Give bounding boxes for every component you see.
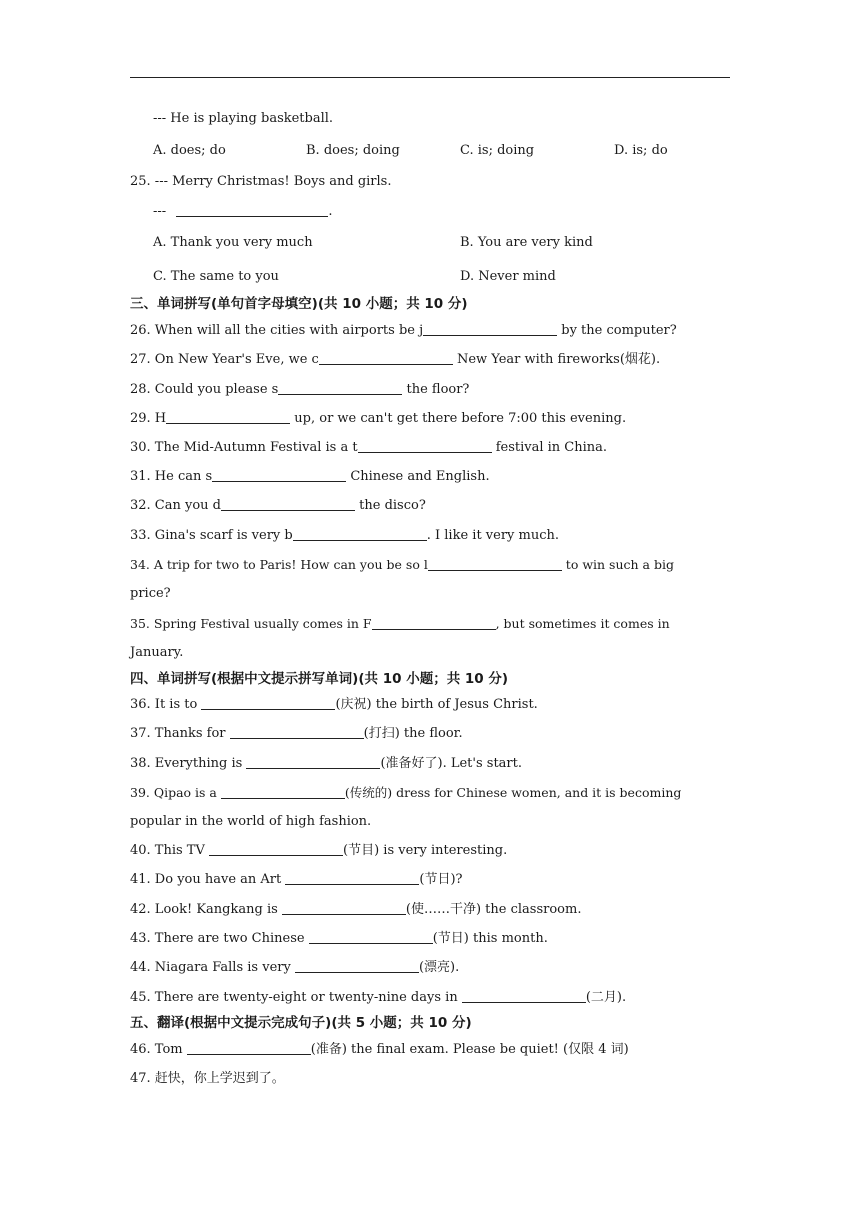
q27-text-after: New Year with fireworks(烟花). — [452, 352, 661, 367]
q36-blank[interactable] — [201, 697, 335, 710]
q28-text-after: the floor? — [402, 382, 470, 397]
q47: 47. 赶快，你上学迟到了。 — [130, 1071, 285, 1086]
q27-blank[interactable] — [319, 352, 453, 365]
q32-blank[interactable] — [221, 498, 355, 511]
q33-blank[interactable] — [293, 528, 427, 541]
q38 — [130, 756, 730, 772]
q39-continued: popular in the world of high fashion. — [130, 814, 372, 829]
q31 — [130, 469, 730, 485]
q30-text-after: festival in China. — [491, 440, 608, 455]
q26-text-before: 26. When will all the cities with airports be j — [130, 323, 424, 338]
q24-option-a: A. does; do — [153, 143, 226, 158]
q39-blank[interactable] — [221, 786, 345, 799]
q45-text-before: 45. There are twenty-eight or twenty-nine days in — [130, 990, 462, 1005]
q43-text-after: (节日) this month. — [432, 931, 548, 946]
q25-option-c: C. The same to you — [153, 269, 279, 284]
q42-blank[interactable] — [282, 902, 406, 915]
q44-text-before: 44. Niagara Falls is very — [130, 960, 295, 975]
q25-option-d: D. Never mind — [460, 269, 556, 284]
q37-text-before: 37. Thanks for — [130, 726, 230, 741]
q35-continued: January. — [130, 645, 184, 660]
q36 — [130, 697, 730, 713]
q34-text-after: to win such a big — [561, 557, 674, 572]
q39 — [130, 785, 730, 801]
q27 — [130, 352, 730, 368]
section4-title: 四、单词拼写(根据中文提示拼写单词)(共 10 小题；共 10 分) — [130, 671, 509, 687]
q46-text-before: 46. Tom — [130, 1042, 187, 1057]
q34-blank[interactable] — [428, 558, 562, 571]
q24-option-d: D. is; do — [614, 143, 668, 158]
q41-blank[interactable] — [285, 872, 419, 885]
q44-text-after: (漂亮). — [418, 960, 460, 975]
q44 — [130, 960, 730, 976]
q41-text-after: (节日)? — [419, 872, 463, 887]
q44-blank[interactable] — [295, 960, 419, 973]
q35 — [130, 616, 730, 632]
q24-option-b: B. does; doing — [306, 143, 400, 158]
q43-blank[interactable] — [309, 931, 433, 944]
q25-reply-suffix: . — [328, 204, 333, 219]
q46-blank[interactable] — [187, 1042, 311, 1055]
q32-text-after: the disco? — [355, 498, 426, 513]
q25-option-b: B. You are very kind — [460, 235, 593, 250]
q34-text-before: 34. A trip for two to Paris! How can you be so l — [130, 557, 428, 572]
q37-text-after: (打扫) the floor. — [363, 726, 463, 741]
q38-blank[interactable] — [246, 756, 380, 769]
q29 — [130, 411, 730, 427]
q34 — [130, 557, 730, 573]
q41 — [130, 872, 730, 888]
q35-text-before: 35. Spring Festival usually comes in F — [130, 616, 372, 631]
q28-blank[interactable] — [278, 382, 402, 395]
q35-text-after: , but sometimes it comes in — [495, 616, 670, 631]
q29-text-before: 29. H — [130, 411, 167, 426]
q36-text-before: 36. It is to — [130, 697, 202, 712]
q40 — [130, 843, 730, 859]
q46-text-after: (准备) the final exam. Please be quiet! (仅限 4 词) — [310, 1042, 629, 1057]
q43 — [130, 931, 730, 947]
q42 — [130, 902, 730, 918]
q32 — [130, 498, 730, 514]
section5-title: 五、翻译(根据中文提示完成句子)(共 5 小题；共 10 分) — [130, 1015, 472, 1031]
q27-text-before: 27. On New Year's Eve, we c — [130, 352, 319, 367]
q45-blank[interactable] — [462, 990, 586, 1003]
section3-title: 三、单词拼写(单句首字母填空)(共 10 小题；共 10 分) — [130, 296, 468, 312]
q40-text-after: (节目) is very interesting. — [343, 843, 508, 858]
q24-option-c: C. is; doing — [460, 143, 535, 158]
q42-text-before: 42. Look! Kangkang is — [130, 902, 282, 917]
header-rule — [130, 77, 730, 78]
q25-question: 25. --- Merry Christmas! Boys and girls. — [130, 174, 392, 189]
q30-blank[interactable] — [358, 440, 492, 453]
q26-blank[interactable] — [423, 323, 557, 336]
q39-text-after: (传统的) dress for Chinese women, and it is becoming — [344, 785, 682, 800]
q31-text-before: 31. He can s — [130, 469, 213, 484]
q42-text-after: (使……干净) the classroom. — [405, 902, 582, 917]
q37 — [130, 726, 730, 742]
q38-text-before: 38. Everything is — [130, 756, 247, 771]
q25-answer-blank[interactable] — [176, 204, 328, 217]
q45-text-after: (二月). — [585, 990, 627, 1005]
q25-reply — [153, 204, 753, 220]
q33-text-after: . I like it very much. — [426, 528, 560, 543]
q33-text-before: 33. Gina's scarf is very b — [130, 528, 293, 543]
q36-text-after: (庆祝) the birth of Jesus Christ. — [335, 697, 538, 712]
q32-text-before: 32. Can you d — [130, 498, 222, 513]
q24-answer-line: --- He is playing basketball. — [153, 111, 334, 126]
q31-blank[interactable] — [212, 469, 346, 482]
q28-text-before: 28. Could you please s — [130, 382, 279, 397]
q46 — [130, 1042, 730, 1058]
q41-text-before: 41. Do you have an Art — [130, 872, 286, 887]
q40-blank[interactable] — [209, 843, 343, 856]
q29-blank[interactable] — [166, 411, 290, 424]
q34-continued: price? — [130, 586, 171, 601]
q39-text-before: 39. Qipao is a — [130, 785, 221, 800]
q38-text-after: (准备好了). Let's start. — [380, 756, 522, 771]
q28 — [130, 382, 730, 398]
q45 — [130, 990, 730, 1006]
q26 — [130, 323, 730, 339]
q30-text-before: 30. The Mid-Autumn Festival is a t — [130, 440, 358, 455]
q25-option-a: A. Thank you very much — [153, 235, 313, 250]
q31-text-after: Chinese and English. — [346, 469, 490, 484]
q29-text-after: up, or we can't get there before 7:00 this evening. — [290, 411, 627, 426]
q43-text-before: 43. There are two Chinese — [130, 931, 309, 946]
q37-blank[interactable] — [230, 726, 364, 739]
q33 — [130, 528, 730, 544]
q40-text-before: 40. This TV — [130, 843, 210, 858]
q30 — [130, 440, 730, 456]
q25-reply-prefix: --- — [153, 204, 167, 219]
q35-blank[interactable] — [372, 617, 496, 630]
q26-text-after: by the computer? — [557, 323, 677, 338]
